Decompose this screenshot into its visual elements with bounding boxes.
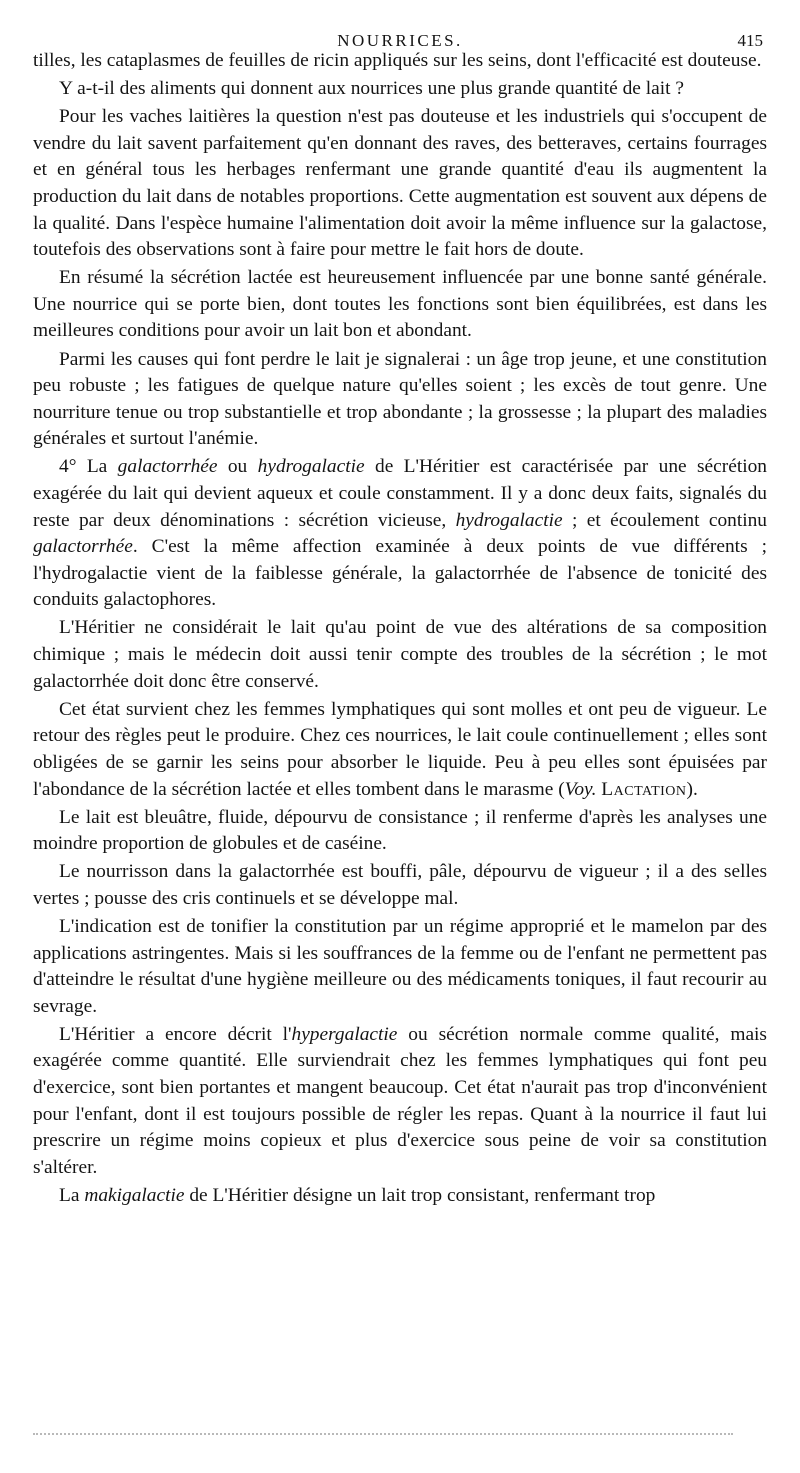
text-run: ou sécrétion normale comme qualité, mais exagérée comme quantité. Elle surviendrait chez les femmes lymphatiques qui font peu d'exercice, sont bien portantes et mangent beaucoup. Cet état n'aurait pas trop d'inconvénient pour l'enfant, dont il est toujours possible de régler les repas. Quant à la nourrice il faut lui prescrire un régime moins copieux et plus d'exercice sous peine de voir sa constitution s'altérer.	[33, 1023, 767, 1178]
text-run: L'Héritier a encore décrit l'	[59, 1023, 292, 1045]
running-head	[33, 0, 767, 48]
paragraph-indication: L'indication est de tonifier la constitution par un régime approprié et le mamelon par des applications astringentes. Mais si les souffrances de la femme ou de l'enfant ne permettent pas d'atteindre le résultat d'une hygiène meilleure ou des médicaments toniques, il faut recourir au sevrage.	[33, 916, 767, 1017]
text-run: La	[59, 1184, 85, 1206]
term-galactorrhee: galactorrhée	[117, 456, 218, 478]
paragraph-causes: Parmi les causes qui font perdre le lait je signalerai : un âge trop jeune, et une constitution peu robuste ; les fatigues de quelque nature qu'elles soient ; les excès de tout genre. Une nourriture tenue ou trop substantielle et trop abondante ; la grossesse ; la plupart des maladies générales et surtout l'anémie.	[33, 348, 767, 450]
book-page	[33, 0, 767, 1210]
paragraph-makigalactia	[33, 1183, 767, 1210]
text-run: ; et écoulement continu	[562, 509, 767, 531]
bottom-dotted-rule	[33, 1433, 733, 1435]
paragraph-continuation: tilles, les cataplasmes de feuilles de ricin appliqués sur les seins, dont l'efficacité est douteuse.	[33, 50, 762, 71]
see-reference: Voy.	[564, 778, 597, 800]
term-hydrogalactie: hydrogalactie	[257, 456, 365, 478]
paragraph-nursling: Le nourrisson dans la galactorrhée est bouffi, pâle, dépourvu de vigueur ; il a des selles vertes ; pousse des cris continuels et se développe mal.	[33, 861, 767, 909]
text-run: ou	[217, 456, 258, 478]
page-number: 415	[737, 31, 763, 50]
term-hypergalactie: hypergalactie	[291, 1023, 398, 1045]
text-run: 4° La	[59, 456, 118, 478]
term-galactorrhee: galactorrhée	[33, 536, 133, 558]
text-run: de L'Héritier est caractérisée par une sécrétion exagérée du lait qui devient aqueux et coule constamment. Il y a donc deux faits, signalés du reste par deux dénominations : sécrétion vicieuse,	[33, 456, 767, 531]
paragraph-lymphatic-women	[33, 697, 767, 803]
paragraph-milk-description: Le lait est bleuâtre, fluide, dépourvu de consistance ; il renferme d'après les analyses une moindre proportion de globules et de caséine.	[33, 806, 767, 855]
paragraph-galactorrhea	[33, 454, 767, 614]
paragraph-hypergalactia	[33, 1022, 767, 1182]
paragraph-heritier-composition: L'Héritier ne considérait le lait qu'au point de vue des altérations de sa composition chimique ; mais le médecin doit aussi tenir compte des troubles de la sécrétion ; le mot galactorrhée doit donc être conservé.	[33, 617, 767, 692]
term-hydrogalactie: hydrogalactie	[455, 509, 563, 531]
paragraph-dairy-cows: Pour les vaches laitières la question n'est pas douteuse et les industriels qui s'occupent de vendre du lait savent parfaitement qu'en donnant des raves, des betteraves, certains fourrages et en général tous les herbages renfermant une grande quantité d'eau ils augmentent la production du lait dans de notables proportions. Cette augmentation est souvent aux dépens de la qualité. Dans l'espèce humaine l'alimentation doit avoir la même influence sur la galactose, toutefois des observations sont à faire pour mettre le fait hors de doute.	[33, 106, 767, 261]
text-run: ).	[686, 778, 698, 800]
paragraph-question: Y a-t-il des aliments qui donnent aux nourrices une plus grande quantité de lait ?	[59, 78, 684, 100]
running-title: NOURRICES.	[337, 31, 463, 50]
text-run: . C'est la même affection examinée à deux points de vue différents ; l'hydrogalactie vient de la faiblesse générale, la galactorrhée de l'absence de tonicité des conduits galactophores.	[33, 536, 767, 611]
body-text	[33, 48, 767, 1210]
term-makigalactie: makigalactie	[84, 1184, 185, 1206]
text-run: de L'Héritier désigne un lait trop consistant, renfermant trop	[184, 1184, 656, 1206]
cross-reference-lactation: Lactation	[601, 778, 687, 800]
paragraph-summary: En résumé la sécrétion lactée est heureusement influencée par une bonne santé générale. Une nourrice qui se porte bien, dont toutes les fonctions sont bien équilibrées, est dans les meilleures conditions pour avoir un lait bon et abondant.	[33, 267, 767, 342]
text-run: Cet état survient chez les femmes lymphatiques qui sont molles et ont peu de vigueur. Le retour des règles peut le produire. Chez ces nourrices, le lait coule continuellement ; elles sont obligées de se garnir les seins pour absorber le liquide. Peu à peu elles sont épuisées par l'abondance de la sécrétion lactée et elles tombent dans le marasme (	[33, 698, 767, 800]
